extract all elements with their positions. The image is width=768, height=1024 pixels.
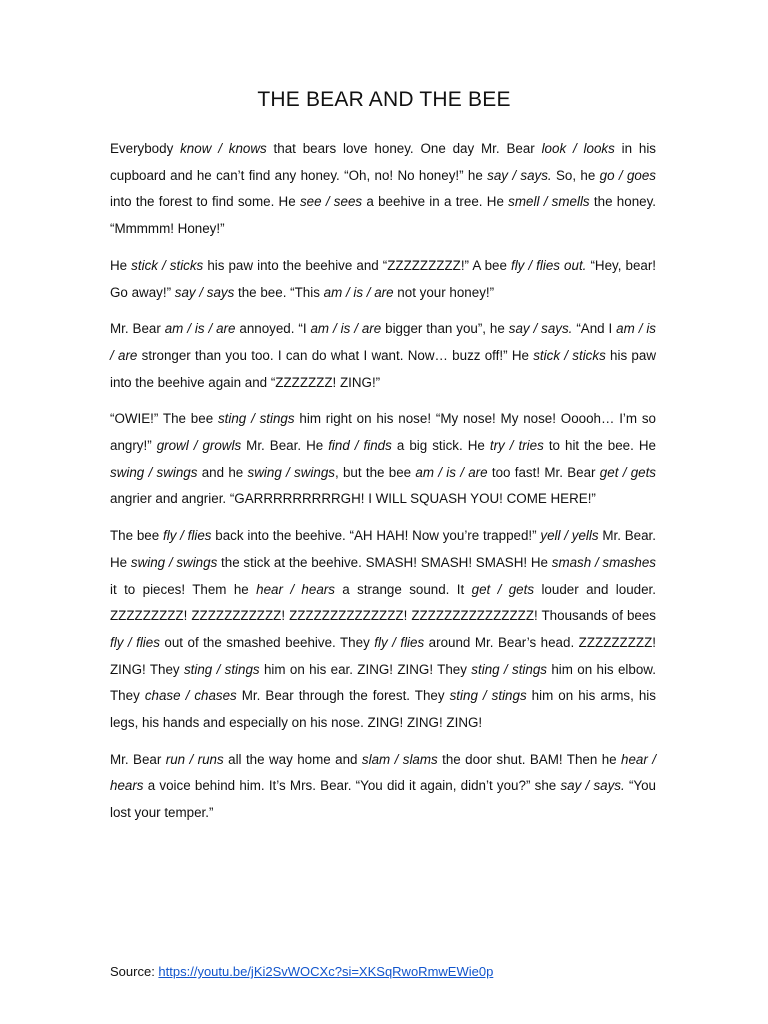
verb-choice: run / runs xyxy=(165,751,224,767)
document-title: THE BEAR AND THE BEE xyxy=(257,88,511,111)
story-paragraph xyxy=(110,316,656,396)
story-text: the bee. “This xyxy=(234,284,324,300)
story-text: “OWIE!” The bee xyxy=(110,411,218,427)
story-text: his paw into the beehive and “ZZZZZZZZZ!” A bee xyxy=(203,257,511,273)
verb-choice: smash / smashes xyxy=(551,554,656,570)
verb-choice: get / gets xyxy=(471,581,535,597)
source-label: Source: xyxy=(110,964,159,979)
story-text: him on his elbow. They xyxy=(110,661,656,704)
verb-choice: am / is / are xyxy=(323,284,394,300)
verb-choice: stick / sticks xyxy=(533,347,606,363)
story-paragraph xyxy=(110,523,656,737)
verb-choice: say / says xyxy=(174,284,235,300)
story-text: not your honey!” xyxy=(393,284,495,300)
story-text: annoyed. “I xyxy=(235,321,311,337)
story-text: to hit the bee. He xyxy=(543,438,656,454)
verb-choice: am / is / are xyxy=(415,464,488,480)
verb-choice: stick / sticks xyxy=(131,257,204,273)
story-text: too fast! Mr. Bear xyxy=(487,464,600,480)
story-paragraph xyxy=(110,253,656,306)
story-text: angrier and angrier. “GARRRRRRRRRGH! I WILL SQUASH YOU! COME HERE!” xyxy=(110,491,596,507)
story-text: So, he xyxy=(551,167,600,183)
story-text: , but the bee xyxy=(334,464,416,480)
story-text: him on his ear. ZING! ZING! They xyxy=(259,661,472,677)
story-text: a big stick. He xyxy=(391,438,490,454)
verb-choice: sting / stings xyxy=(183,661,260,677)
story-text: the honey. “Mmmmm! Honey!” xyxy=(110,194,657,237)
story-text: a voice behind him. It’s Mrs. Bear. “You did it again, didn’t you?” she xyxy=(143,778,561,794)
verb-choice: say / says. xyxy=(560,778,625,794)
verb-choice: fly / flies xyxy=(110,634,160,650)
verb-choice: hear / hears xyxy=(256,581,335,597)
story-body xyxy=(110,136,656,837)
verb-choice: growl / growls xyxy=(156,438,242,454)
verb-choice: yell / yells xyxy=(540,528,599,544)
story-paragraph xyxy=(110,406,656,513)
story-text: him on his arms, his legs, his hands and especially on his nose. ZING! ZING! ZING! xyxy=(110,688,656,731)
story-text: and he xyxy=(197,464,248,480)
verb-choice: go / goes xyxy=(599,167,657,183)
verb-choice: fly / flies xyxy=(163,528,212,544)
story-text: stronger than you too. I can do what I want. Now… buzz off!” He xyxy=(137,347,534,363)
story-paragraph xyxy=(110,747,656,827)
verb-choice: fly / flies out. xyxy=(510,257,587,273)
story-text: into the forest to find some. He xyxy=(110,194,300,210)
story-text: a strange sound. It xyxy=(334,581,472,597)
story-text: that bears love honey. One day Mr. Bear xyxy=(266,141,542,156)
story-text: back into the beehive. “AH HAH! Now you’re trapped!” xyxy=(211,528,541,544)
verb-choice: sting / stings xyxy=(449,688,527,704)
story-text: bigger than you”, he xyxy=(381,321,509,337)
story-text: Everybody xyxy=(110,141,181,156)
story-text: Mr. Bear through the forest. They xyxy=(236,688,450,704)
verb-choice: am / is / are xyxy=(110,321,656,363)
story-text: a beehive in a tree. He xyxy=(362,194,509,210)
verb-choice: hear / hears xyxy=(110,751,656,794)
verb-choice: slam / slams xyxy=(361,751,438,767)
story-text: “Hey, bear! Go away!” xyxy=(110,257,657,300)
verb-choice: am / is / are xyxy=(310,321,382,337)
verb-choice: fly / flies xyxy=(374,634,425,650)
story-text: Mr. Bear xyxy=(110,321,165,337)
verb-choice: try / tries xyxy=(489,438,544,454)
story-text: “You lost your temper.” xyxy=(110,778,656,821)
story-text: the stick at the beehive. SMASH! SMASH! SMASH! He xyxy=(217,554,552,570)
verb-choice: say / says. xyxy=(487,167,552,183)
verb-choice: swing / swings xyxy=(247,464,335,480)
story-text: him right on his nose! “My nose! My nose! Ooooh… I’m so angry!” xyxy=(110,411,656,454)
story-text: his paw into the beehive again and “ZZZZZZZ! ZING!” xyxy=(110,347,656,390)
story-text: Mr. Bear. He xyxy=(110,528,656,570)
story-text: all the way home and xyxy=(223,751,362,767)
verb-choice: see / sees xyxy=(299,194,363,210)
story-text: around Mr. Bear’s head. ZZZZZZZZZ! ZING! They xyxy=(110,634,656,677)
verb-choice: swing / swings xyxy=(130,554,218,570)
story-text: Mr. Bear. He xyxy=(241,438,329,454)
verb-choice: smell / smells xyxy=(508,194,590,210)
verb-choice: get / gets xyxy=(599,464,657,480)
story-text: louder and louder. ZZZZZZZZZ! ZZZZZZZZZZZ! ZZZZZZZZZZZZZZ! ZZZZZZZZZZZZZZZ! Thousands of bees xyxy=(110,581,656,624)
story-text: it to pieces! Them he xyxy=(110,581,257,597)
verb-choice: know / knows xyxy=(180,141,267,156)
story-text: out of the smashed beehive. They xyxy=(159,634,375,650)
verb-choice: am / is / are xyxy=(164,321,236,337)
story-text: the door shut. BAM! Then he xyxy=(437,751,622,767)
verb-choice: sting / stings xyxy=(217,411,295,427)
source-line xyxy=(110,962,493,982)
verb-choice: sting / stings xyxy=(471,661,547,677)
story-text: Mr. Bear xyxy=(110,751,166,767)
verb-choice: find / finds xyxy=(328,438,392,454)
verb-choice: chase / chases xyxy=(144,688,237,704)
story-text: He xyxy=(110,257,132,273)
story-text: “And I xyxy=(572,321,617,337)
story-paragraph xyxy=(110,136,656,243)
verb-choice: say / says. xyxy=(508,321,573,337)
verb-choice: look / looks xyxy=(541,141,615,156)
story-text: in his cupboard and he can’t find any honey. “Oh, no! No honey!” he xyxy=(110,141,656,183)
verb-choice: swing / swings xyxy=(110,464,198,480)
source-link[interactable]: https://youtu.be/jKi2SvWOCXc?si=XKSqRwoRmwEWie0p xyxy=(158,964,494,979)
story-text: The bee xyxy=(110,528,163,544)
